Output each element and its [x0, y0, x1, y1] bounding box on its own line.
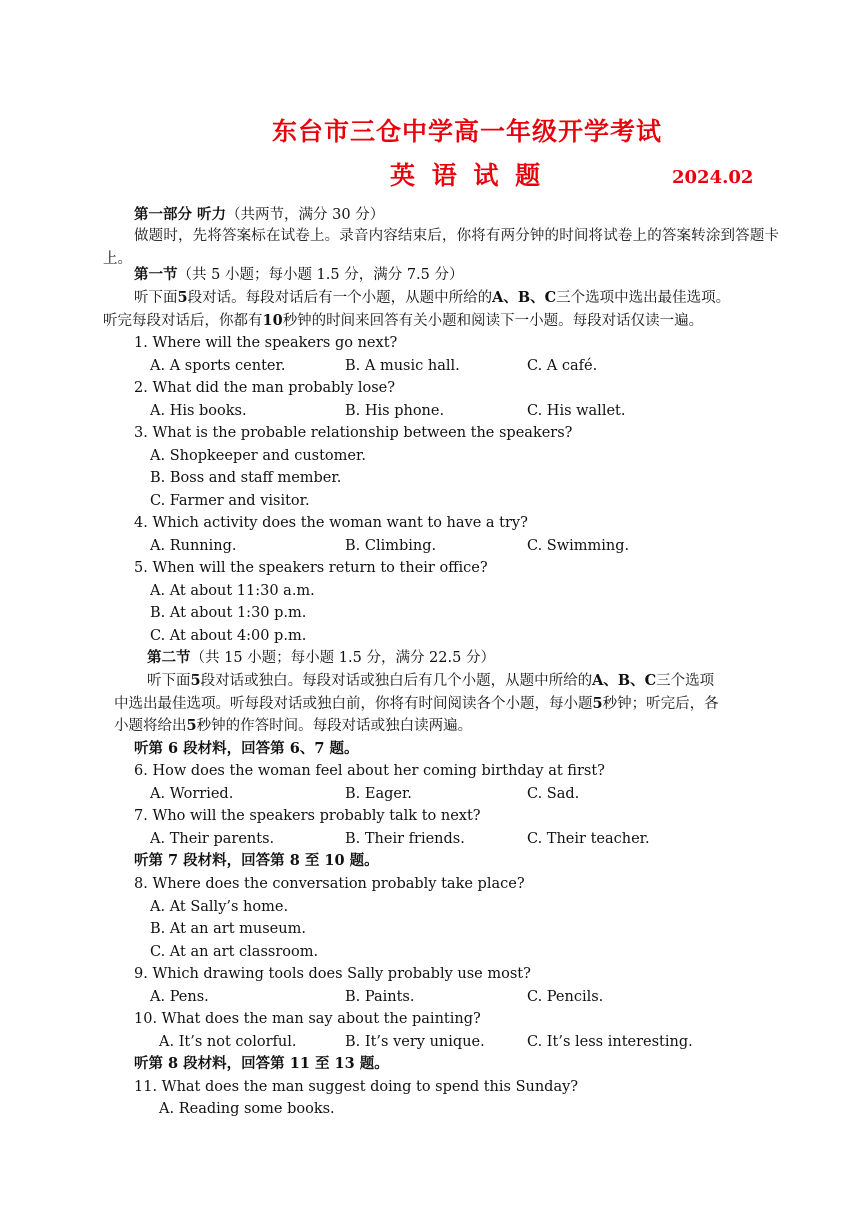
material-7-heading: 听第 7 段材料，回答第 8 至 10 题。 [134, 852, 379, 869]
question-3-option-a: A. Shopkeeper and customer. [150, 448, 366, 464]
question-1-option-b: B. A music hall. [345, 358, 460, 374]
section2-instruction-line1 [147, 672, 714, 690]
text: 听下面 [134, 290, 178, 306]
text: 秒钟的时间来回答有关小题和阅读下一小题。每段对话仅读一遍。 [282, 313, 704, 329]
section2-heading-bold: 第二节 [147, 649, 191, 666]
question-2-option-a: A. His books. [150, 403, 247, 419]
question-8-option-c: C. At an art classroom. [150, 944, 319, 960]
question-7-option-b: B. Their friends. [345, 831, 465, 847]
text: 段对话或独白。每段对话或独白后有几个小题，从题中所给的 [200, 673, 593, 689]
text: 5 [177, 289, 188, 306]
question-7-option-a: A. Their parents. [150, 831, 275, 847]
text: A、B、C [592, 672, 657, 689]
part1-heading-bold: 第一部分 听力 [134, 206, 227, 223]
text: 5 [186, 717, 197, 734]
section1-heading [134, 266, 464, 284]
question-9-option-a: A. Pens. [150, 989, 209, 1005]
question-10-option-b: B. It’s very unique. [345, 1034, 485, 1050]
question-6-option-c: C. Sad. [527, 786, 580, 802]
text: 5 [190, 672, 201, 689]
question-11: 11. What does the man suggest doing to spend this Sunday? [134, 1079, 579, 1095]
question-1: 1. Where will the speakers go next? [134, 335, 398, 351]
text: 中选出最佳选项。听每段对话或独白前，你将有时间阅读各个小题，每小题 [114, 696, 593, 712]
section2-instruction-line3 [114, 717, 472, 735]
question-6-option-a: A. Worried. [150, 786, 234, 802]
question-1-option-c: C. A café. [527, 358, 598, 374]
text: 听下面 [147, 673, 191, 689]
text: 段对话。每段对话后有一个小题，从题中所给的 [187, 290, 493, 306]
section2-heading [147, 649, 495, 667]
question-9-option-b: B. Paints. [345, 989, 415, 1005]
question-9-option-c: C. Pencils. [527, 989, 604, 1005]
material-6-heading: 听第 6 段材料，回答第 6、7 题。 [134, 740, 359, 757]
text: A、B、C [492, 289, 557, 306]
question-1-option-a: A. A sports center. [150, 358, 286, 374]
question-6: 6. How does the woman feel about her coming birthday at first? [134, 763, 605, 779]
section1-heading-rest: （共 5 小题；每小题 1.5 分，满分 7.5 分） [177, 267, 464, 283]
text: 秒钟的作答时间。每段对话或独白读两遍。 [196, 718, 473, 734]
question-8: 8. Where does the conversation probably take place? [134, 876, 525, 892]
section1-instruction-line1 [134, 289, 730, 307]
question-8-option-a: A. At Sally’s home. [150, 899, 289, 915]
text: 听完每段对话后，你都有 [103, 313, 263, 329]
question-10: 10. What does the man say about the painting? [134, 1011, 481, 1027]
part1-heading [134, 206, 384, 224]
question-5-option-a: A. At about 11:30 a.m. [150, 583, 315, 599]
question-2: 2. What did the man probably lose? [134, 380, 396, 396]
section2-heading-rest: （共 15 小题；每小题 1.5 分，满分 22.5 分） [190, 650, 495, 666]
text: 三个选项中选出最佳选项。 [556, 290, 731, 306]
text: 小题将给出 [114, 718, 187, 734]
question-6-option-b: B. Eager. [345, 786, 412, 802]
question-9: 9. Which drawing tools does Sally probably use most? [134, 966, 531, 982]
part1-heading-rest: （共两节，满分 30 分） [226, 207, 385, 223]
section2-instruction-line2 [114, 695, 719, 713]
question-7: 7. Who will the speakers probably talk to next? [134, 808, 481, 824]
text: 5 [592, 695, 603, 712]
section1-instruction-line2 [103, 312, 703, 330]
material-8-heading: 听第 8 段材料，回答第 11 至 13 题。 [134, 1055, 389, 1072]
question-3: 3. What is the probable relationship between the speakers? [134, 425, 573, 441]
exam-title: 东台市三仓中学高一年级开学考试 [272, 117, 663, 146]
question-10-option-c: C. It’s less interesting. [527, 1034, 693, 1050]
question-11-option-a: A. Reading some books. [159, 1101, 335, 1117]
subject-title: 英 语 试 题 [390, 161, 541, 190]
question-2-option-c: C. His wallet. [527, 403, 626, 419]
question-3-option-b: B. Boss and staff member. [150, 470, 342, 486]
text: 10 [262, 312, 283, 329]
question-8-option-b: B. At an art museum. [150, 921, 306, 937]
question-5-option-b: B. At about 1:30 p.m. [150, 605, 307, 621]
section1-heading-bold: 第一节 [134, 266, 178, 283]
question-5: 5. When will the speakers return to their office? [134, 560, 488, 576]
question-2-option-b: B. His phone. [345, 403, 445, 419]
text: 秒钟；听完后，各 [602, 696, 719, 712]
question-4-option-c: C. Swimming. [527, 538, 630, 554]
question-4: 4. Which activity does the woman want to have a try? [134, 515, 528, 531]
question-5-option-c: C. At about 4:00 p.m. [150, 628, 307, 644]
question-3-option-c: C. Farmer and visitor. [150, 493, 310, 509]
question-10-option-a: A. It’s not colorful. [159, 1034, 297, 1050]
question-7-option-c: C. Their teacher. [527, 831, 650, 847]
question-4-option-b: B. Climbing. [345, 538, 437, 554]
question-4-option-a: A. Running. [150, 538, 237, 554]
exam-date: 2024.02 [672, 167, 754, 188]
part1-intro: 做题时，先将答案标在试卷上。录音内容结束后，你将有两分钟的时间将试卷上的答案转涂到答题卡上。 [103, 228, 779, 267]
text: 三个选项 [656, 673, 715, 689]
